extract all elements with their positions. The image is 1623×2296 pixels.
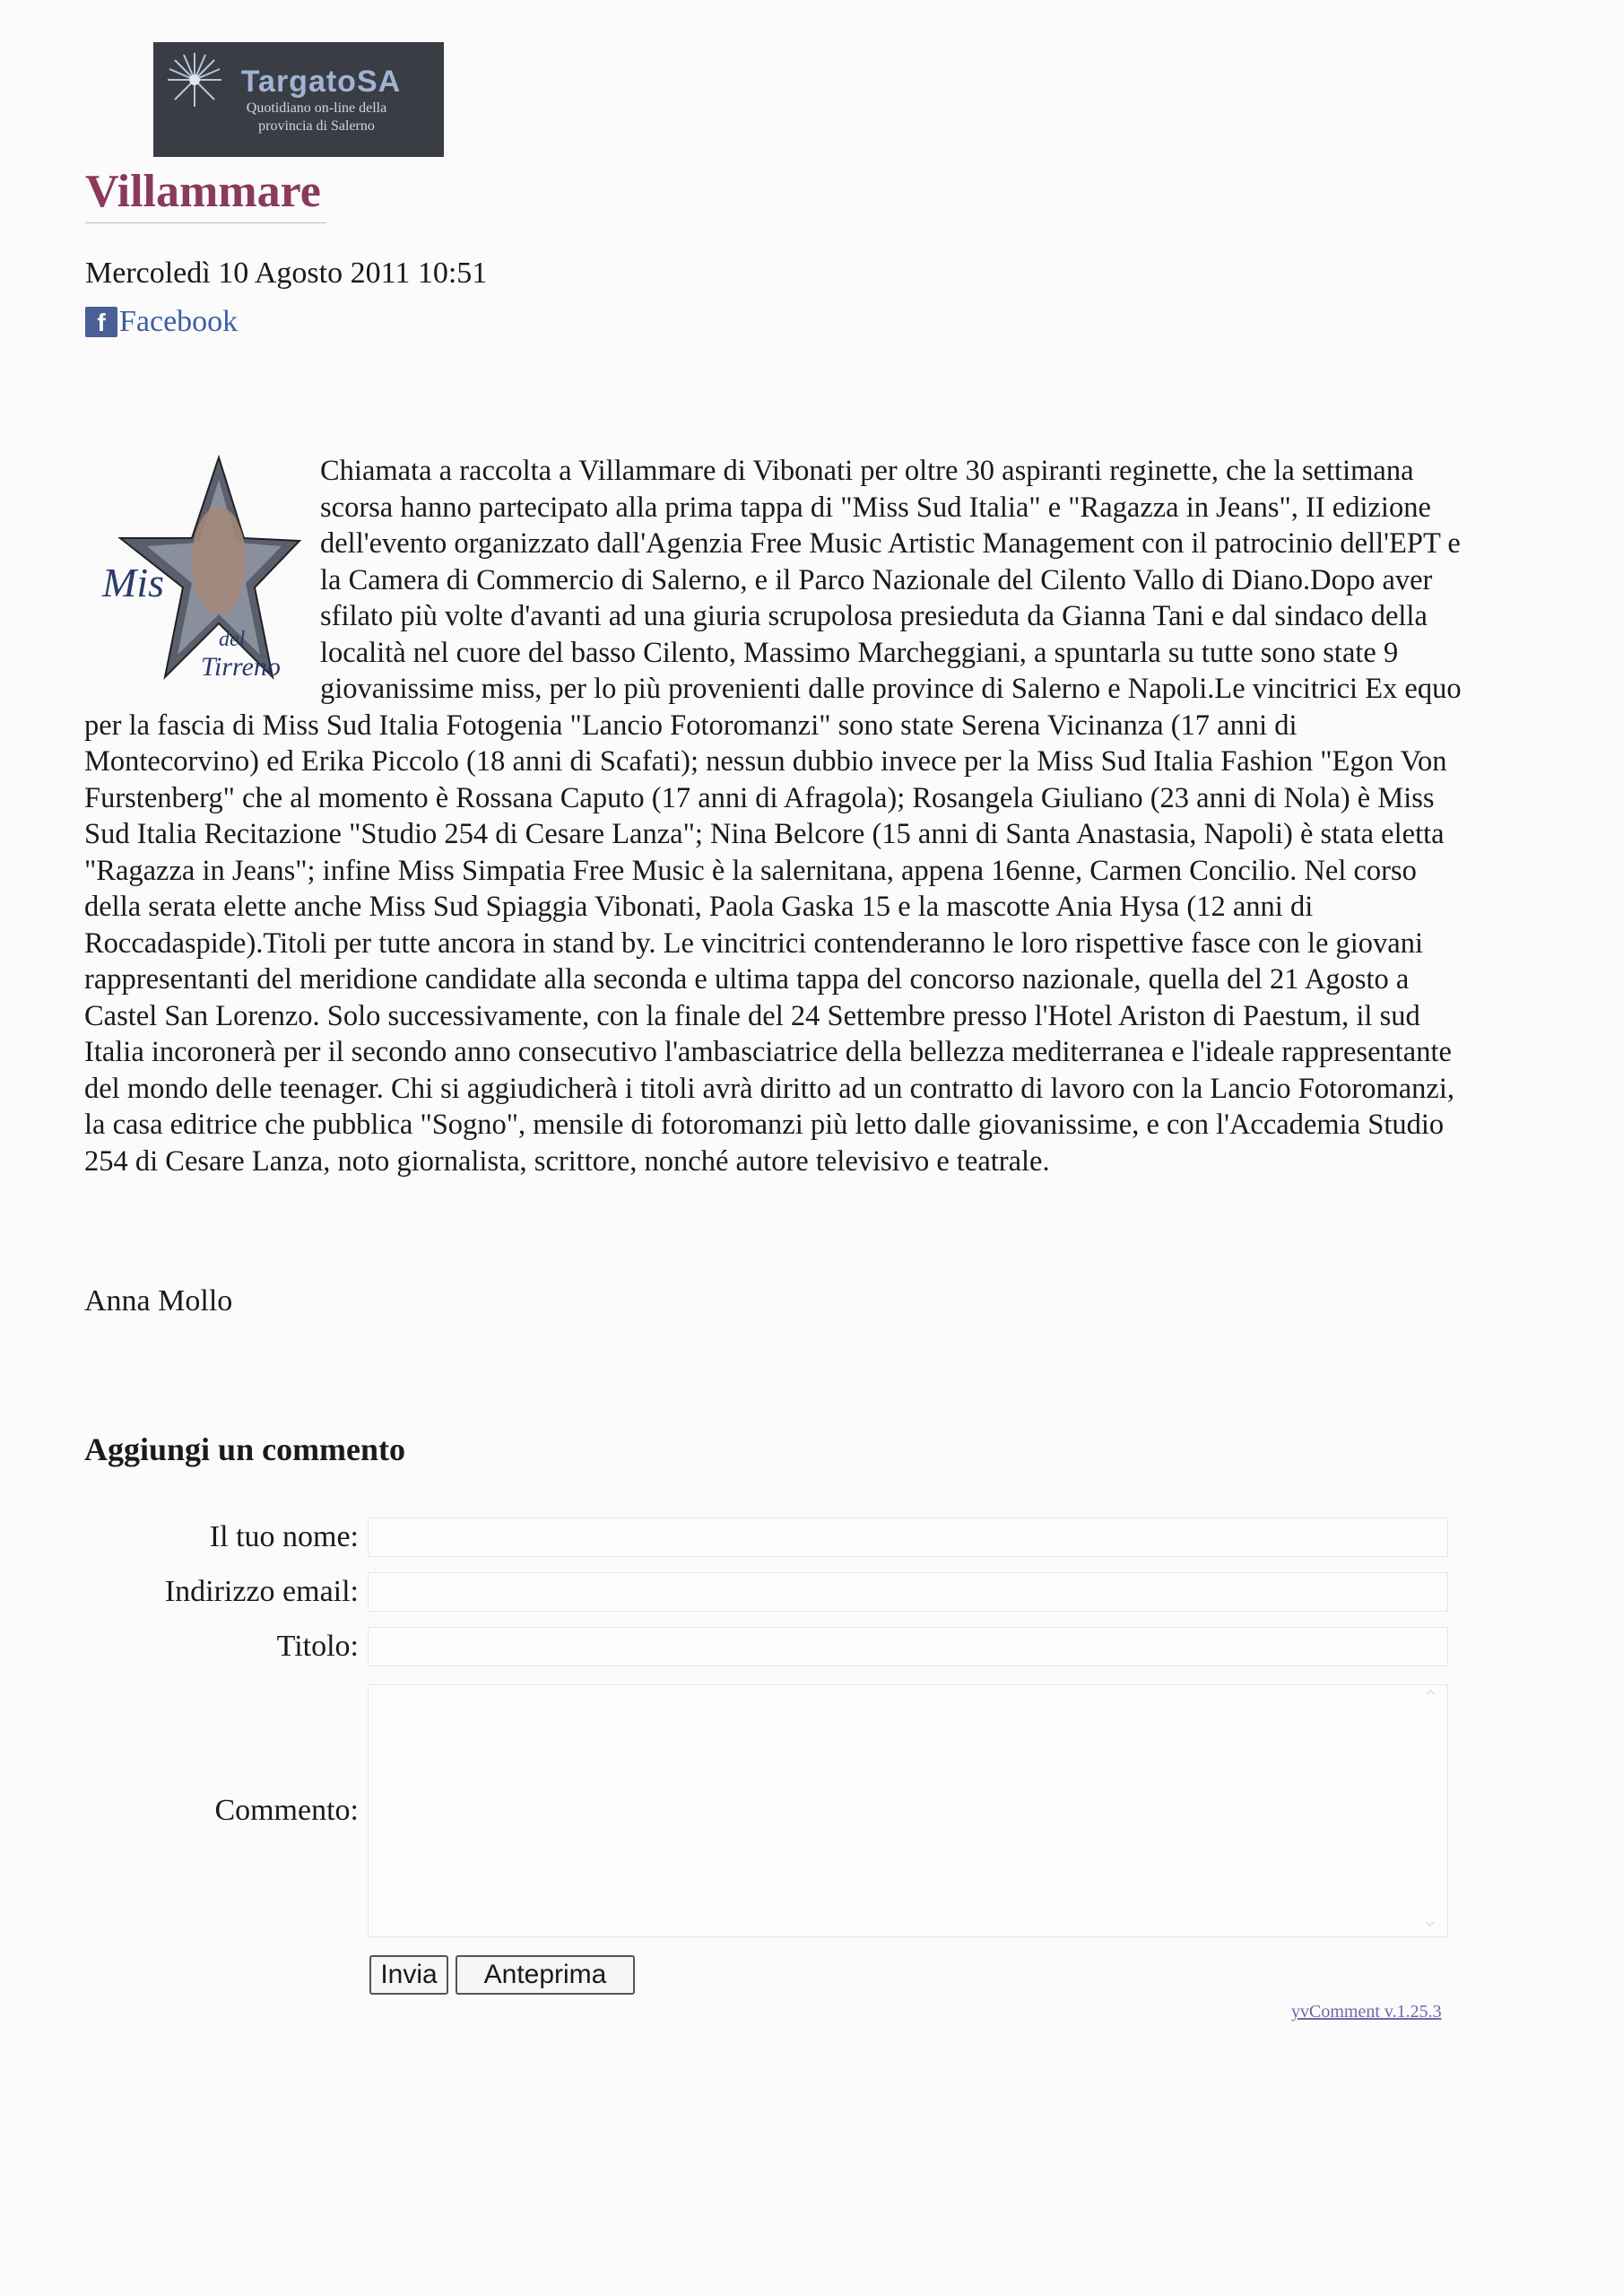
article-title[interactable]: Villammare <box>85 161 326 223</box>
site-logo[interactable] <box>153 42 444 157</box>
article-text: Chiamata a raccolta a Villammare di Vibonati per oltre 30 aspiranti reginette, che la settimana scorsa hanno partecipato alla prima tappa di "Miss Sud Italia" e "Ragazza in Jeans", II edizione dell'evento organizzato dall'Agenzia Free Music Artistic Management con il patrocinio dell'EPT e la Camera di Commercio di Salerno, e il Parco Nazionale del Cilento Vallo di Diano.Dopo aver sfilato più volte d'avanti ad una giuria scrupolosa presieduta da Gianna Tani e dal sindaco della località nel cuore del basso Cilento, Massimo Marcheggiani, a spuntarla su tutte sono state 9 giovanissime miss, per lo più provenienti dalle province di Salerno e Napoli.Le vincitrici Ex equo per la fascia di Miss Sud Italia Fotogenia "Lancio Fotoromanzi" sono state Serena Vicinanza (17 anni di Montecorvino) ed Erika Piccolo (18 anni di Scafati); nessun dubbio invece per la Miss Sud Italia Fashion "Egon Von Furstenberg" che al momento è Rossana Caputo (17 anni di Afragola); Rosangela Giuliano (23 anni di Nola) è Miss Sud Italia Recitazione "Studio 254 di Cesare Lanza"; Nina Belcore (15 anni di Santa Anastasia, Napoli) è stata eletta "Ragazza in Jeans"; infine Miss Simpatia Free Music è la salernitana, appena 16enne, Carmen Concilio. Nel corso della serata elette anche Miss Sud Spiaggia Vibonati, Paola Gaska 15 e la mascotte Ania Hysa (12 anni di Roccadaspide).Titoli per tutte ancora in stand by. Le vincitrici contenderanno le loro rispettive fasce con le giovani rappresentanti del meridione candidate alla seconda e ultima tappa del concorso nazionale, quella del 21 Agosto a Castel San Lorenzo. Solo successivamente, con la finale del 24 Settembre presso l'Hotel Ariston di Paestum, il sud Italia incoronerà per il secondo anno consecutivo l'ambasciatrice della bellezza mediterranea e l'ideale rappresentante del mondo delle teenager. Chi si aggiudicherà i titoli avrà diritto ad un contratto di lavoro con la Lancio Fotoromanzi, la casa editrice che pubblica "Sogno", mensile di fotoromanzi più letto dalle giovanissime, e con l'Accademia Studio 254 di Cesare Lanza, noto giornalista, scrittore, nonché autore televisivo e teatrale. <box>84 455 1462 1178</box>
logo-tagline-line-1: Quotidiano on-line della <box>246 100 387 116</box>
logo-name: TargatoSA <box>240 64 402 99</box>
article-body <box>84 453 1465 1179</box>
title-input[interactable] <box>368 1627 1448 1666</box>
email-label: Indirizzo email: <box>164 1575 359 1608</box>
yvcomment-version-link[interactable]: yvComment v.1.25.3 <box>1291 2002 1442 2022</box>
title-label: Titolo: <box>276 1630 359 1663</box>
starburst-icon <box>166 51 223 109</box>
add-comment-heading: Aggiungi un commento <box>84 1431 406 1467</box>
name-label: Il tuo nome: <box>209 1520 359 1553</box>
image-text-del: del <box>219 628 246 651</box>
scroll-down-icon[interactable]: ⌄ <box>1421 1909 1439 1932</box>
miss-del-tirreno-star-image <box>84 453 304 686</box>
article-date: Mercoledì 10 Agosto 2011 10:51 <box>85 257 488 290</box>
facebook-share-link[interactable] <box>85 305 238 339</box>
preview-button[interactable]: Anteprima <box>456 1955 635 1995</box>
scroll-up-icon[interactable]: ⌃ <box>1421 1687 1439 1709</box>
article-author: Anna Mollo <box>84 1284 233 1318</box>
image-text-tirreno: Tirreno <box>201 652 281 682</box>
facebook-icon: f <box>85 307 117 337</box>
logo-tagline <box>247 100 386 135</box>
submit-button[interactable]: Invia <box>369 1955 448 1995</box>
facebook-share-label: Facebook <box>119 305 239 338</box>
logo-tagline-line-2: provincia di Salerno <box>258 117 375 134</box>
email-input[interactable] <box>368 1572 1448 1612</box>
image-text-mis: Mis <box>102 560 164 605</box>
name-input[interactable] <box>368 1518 1448 1557</box>
comment-textarea[interactable] <box>368 1684 1448 1937</box>
comment-label: Commento: <box>214 1794 359 1827</box>
